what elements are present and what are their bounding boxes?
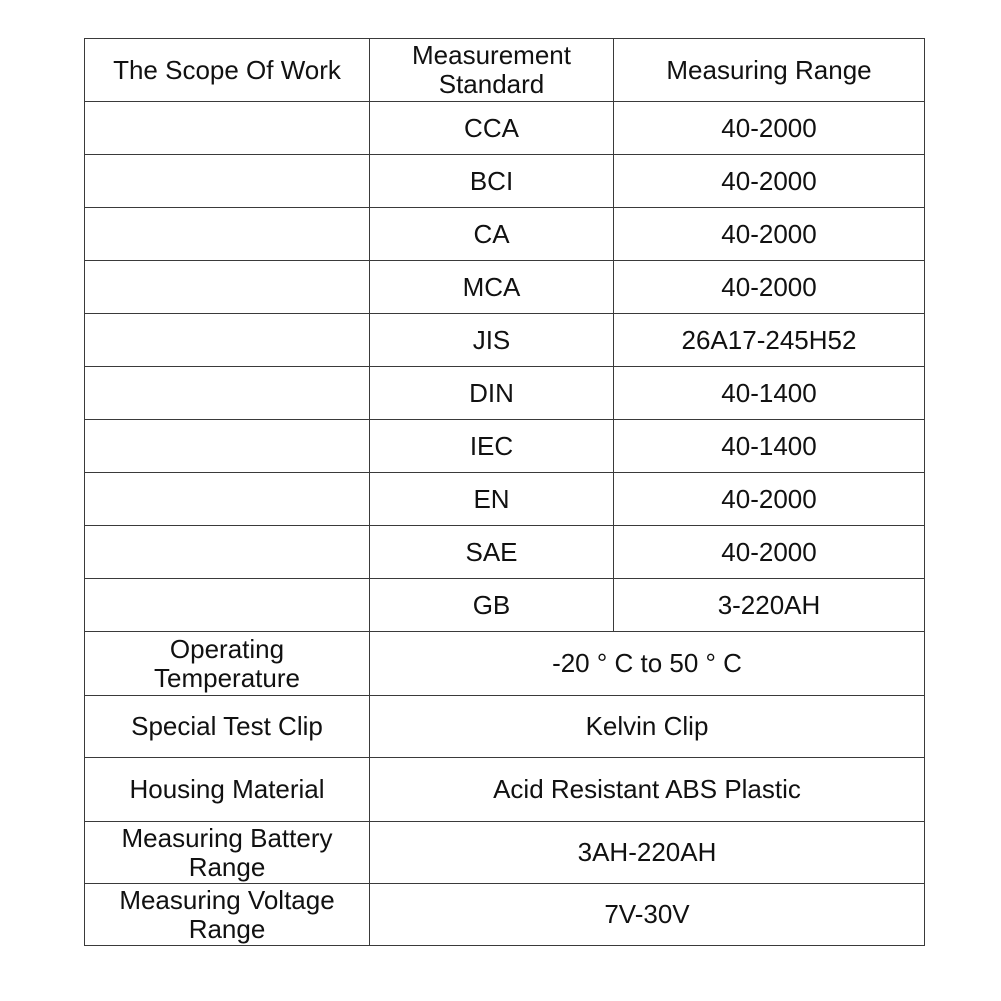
housing-material-value: Acid Resistant ABS Plastic — [370, 758, 925, 822]
scope-cell-empty — [85, 314, 370, 367]
standard-cell: MCA — [370, 261, 614, 314]
standard-cell: SAE — [370, 526, 614, 579]
header-measuring-range: Measuring Range — [614, 39, 925, 102]
standard-cell: DIN — [370, 367, 614, 420]
operating-temperature-label-text: Operating Temperature — [154, 633, 300, 693]
table-row — [85, 314, 925, 367]
range-cell: 3-220AH — [614, 579, 925, 632]
header-measurement-standard-text: Measurement Standard — [412, 40, 571, 99]
measuring-battery-range-row — [85, 822, 925, 884]
table-header-row — [85, 39, 925, 102]
table-row — [85, 208, 925, 261]
header-scope-of-work: The Scope Of Work — [85, 39, 370, 102]
measuring-voltage-range-label — [85, 884, 370, 946]
scope-cell-empty — [85, 208, 370, 261]
standard-cell: BCI — [370, 155, 614, 208]
header-measurement-standard — [370, 39, 614, 102]
table-row — [85, 102, 925, 155]
scope-cell-empty — [85, 261, 370, 314]
scope-cell-empty — [85, 367, 370, 420]
range-cell: 40-2000 — [614, 526, 925, 579]
table-row — [85, 420, 925, 473]
operating-temperature-label — [85, 632, 370, 696]
table-row — [85, 155, 925, 208]
standard-cell: GB — [370, 579, 614, 632]
measuring-voltage-range-value: 7V-30V — [370, 884, 925, 946]
special-test-clip-label: Special Test Clip — [85, 696, 370, 758]
standard-cell: JIS — [370, 314, 614, 367]
range-cell: 40-1400 — [614, 367, 925, 420]
standard-cell: IEC — [370, 420, 614, 473]
special-test-clip-row — [85, 696, 925, 758]
measuring-voltage-range-row — [85, 884, 925, 946]
range-cell: 26A17-245H52 — [614, 314, 925, 367]
table-row — [85, 526, 925, 579]
standard-cell: CA — [370, 208, 614, 261]
operating-temperature-value: -20 ° C to 50 ° C — [370, 632, 925, 696]
housing-material-row — [85, 758, 925, 822]
table-row — [85, 367, 925, 420]
operating-temperature-row — [85, 632, 925, 696]
specification-table — [84, 38, 925, 946]
range-cell: 40-2000 — [614, 155, 925, 208]
table-row — [85, 579, 925, 632]
table-row — [85, 261, 925, 314]
range-cell: 40-2000 — [614, 208, 925, 261]
measuring-battery-range-label — [85, 822, 370, 884]
scope-cell-empty — [85, 155, 370, 208]
range-cell: 40-2000 — [614, 473, 925, 526]
table-row — [85, 473, 925, 526]
range-cell: 40-1400 — [614, 420, 925, 473]
measuring-voltage-range-label-text: Measuring Voltage Range — [119, 884, 335, 944]
scope-cell-empty — [85, 579, 370, 632]
standard-cell: CCA — [370, 102, 614, 155]
housing-material-label: Housing Material — [85, 758, 370, 822]
scope-cell-empty — [85, 420, 370, 473]
scope-cell-empty — [85, 102, 370, 155]
scope-cell-empty — [85, 526, 370, 579]
measuring-battery-range-value: 3AH-220AH — [370, 822, 925, 884]
measuring-battery-range-label-text: Measuring Battery Range — [121, 822, 333, 882]
range-cell: 40-2000 — [614, 102, 925, 155]
scope-cell-empty — [85, 473, 370, 526]
special-test-clip-value: Kelvin Clip — [370, 696, 925, 758]
range-cell: 40-2000 — [614, 261, 925, 314]
standard-cell: EN — [370, 473, 614, 526]
